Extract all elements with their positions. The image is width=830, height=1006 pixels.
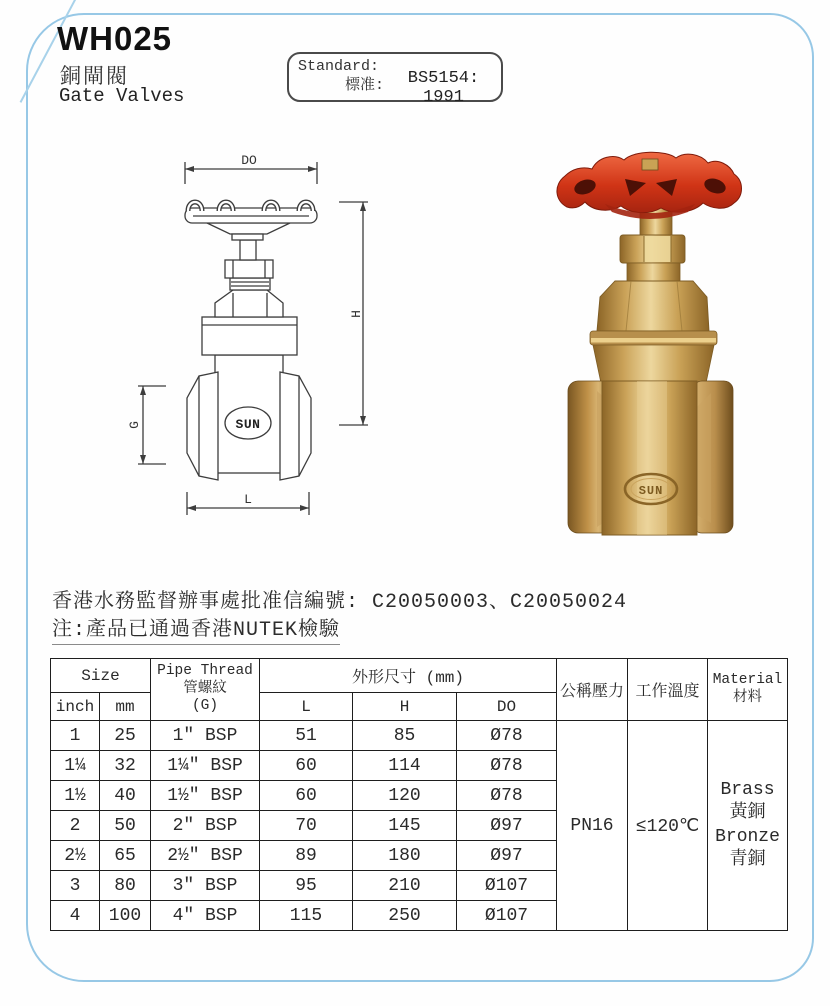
cell-pressure: PN16 [557,721,628,931]
photo-valve [557,152,742,535]
cell-l: 60 [260,781,353,811]
col-header-material [708,659,788,721]
material-label-en: Material [712,672,783,689]
cell-inch: 3 [51,871,100,901]
cell-l: 95 [260,871,353,901]
col-header-pressure: 公稱壓力 [557,659,628,721]
material-label-cn: 材料 [733,689,762,706]
cell-thread: 2″ BSP [151,811,260,841]
pipe-thread-label-en: Pipe Thread [157,663,253,680]
cell-do: Ø78 [457,721,557,751]
cell-thread: 1½″ BSP [151,781,260,811]
drawing-linework [138,162,368,515]
photo-stem-top [642,159,658,170]
dimension-label-h: H [349,310,364,318]
test-note: 注:產品已通過香港NUTEK檢驗 [52,612,340,645]
material-line: 黃銅 [729,803,766,824]
material-line: 青銅 [729,849,766,870]
standard-labels [289,54,386,96]
col-header-pipe-thread [151,659,260,721]
bonnet-flange-drawing [202,317,297,355]
cell-inch: 1¼ [51,751,100,781]
left-socket-drawing [187,372,218,480]
cell-do: Ø97 [457,841,557,871]
cell-thread: 3″ BSP [151,871,260,901]
cell-inch: 2 [51,811,100,841]
cell-inch: 1½ [51,781,100,811]
cell-inch: 2½ [51,841,100,871]
bonnet-hex-drawing [215,290,283,317]
photo-brand-text: SUN [638,484,664,498]
pipe-thread-label-g: (G) [191,698,219,715]
cell-do: Ø78 [457,781,557,811]
dimension-g [138,386,166,464]
cell-mm: 32 [100,751,151,781]
cell-h: 180 [353,841,457,871]
col-header-inch: inch [51,693,100,721]
dimension-label-do: DO [241,153,257,168]
pipe-thread-label-cn: 管螺紋 [183,680,227,697]
standard-box [287,52,503,107]
cell-mm: 50 [100,811,151,841]
cell-do: Ø107 [457,871,557,901]
technical-drawing [125,138,417,550]
product-name-cn: 銅閘閥 [60,67,129,90]
approval-note: 香港水務監督辦事處批准信編號: C20050003、C20050024 [52,591,628,614]
photo-handwheel [557,152,742,219]
cell-l: 60 [260,751,353,781]
cell-mm: 80 [100,871,151,901]
standard-label-cn: 標准: [344,76,384,94]
product-model-code: WH025 [57,20,173,57]
cell-h: 114 [353,751,457,781]
material-line: Bronze [715,826,780,847]
cell-h: 210 [353,871,457,901]
cell-material [708,721,788,931]
photo-bonnet [597,281,709,331]
dimension-label-g: G [127,421,142,429]
cell-do: Ø97 [457,811,557,841]
cell-thread: 4″ BSP [151,901,260,931]
cell-inch: 4 [51,901,100,931]
cell-l: 70 [260,811,353,841]
cell-mm: 40 [100,781,151,811]
cell-l: 115 [260,901,353,931]
cell-mm: 100 [100,901,151,931]
cell-mm: 25 [100,721,151,751]
standard-label-en: Standard: [298,58,380,75]
cell-thread: 1¼″ BSP [151,751,260,781]
table-row [51,721,788,751]
cell-mm: 65 [100,841,151,871]
cell-l: 51 [260,721,353,751]
dimension-label-l: L [244,492,252,507]
col-header-mm: mm [100,693,151,721]
cell-l: 89 [260,841,353,871]
cell-h: 145 [353,811,457,841]
stem-drawing [240,240,256,260]
cell-do: Ø78 [457,751,557,781]
packing-nut-drawing [225,260,273,278]
cell-h: 120 [353,781,457,811]
cell-temperature: ≤120℃ [628,721,708,931]
cell-h: 85 [353,721,457,751]
right-socket-drawing [280,372,311,480]
col-header-temperature: 工作溫度 [628,659,708,721]
col-header-size: Size [51,659,151,693]
cell-thread: 2½″ BSP [151,841,260,871]
cell-h: 250 [353,901,457,931]
cell-inch: 1 [51,721,100,751]
col-header-h: H [353,693,457,721]
brand-text-drawing: SUN [235,417,261,432]
standard-value: BS5154: 1991 [407,69,480,107]
product-name-en: Gate Valves [59,85,185,107]
material-line: Brass [720,779,775,800]
cell-do: Ø107 [457,901,557,931]
col-header-do: DO [457,693,557,721]
col-header-dimensions: 外形尺寸 (mm) [260,659,557,693]
spec-table [50,658,788,931]
product-photo [545,145,810,545]
cell-thread: 1″ BSP [151,721,260,751]
col-header-l: L [260,693,353,721]
